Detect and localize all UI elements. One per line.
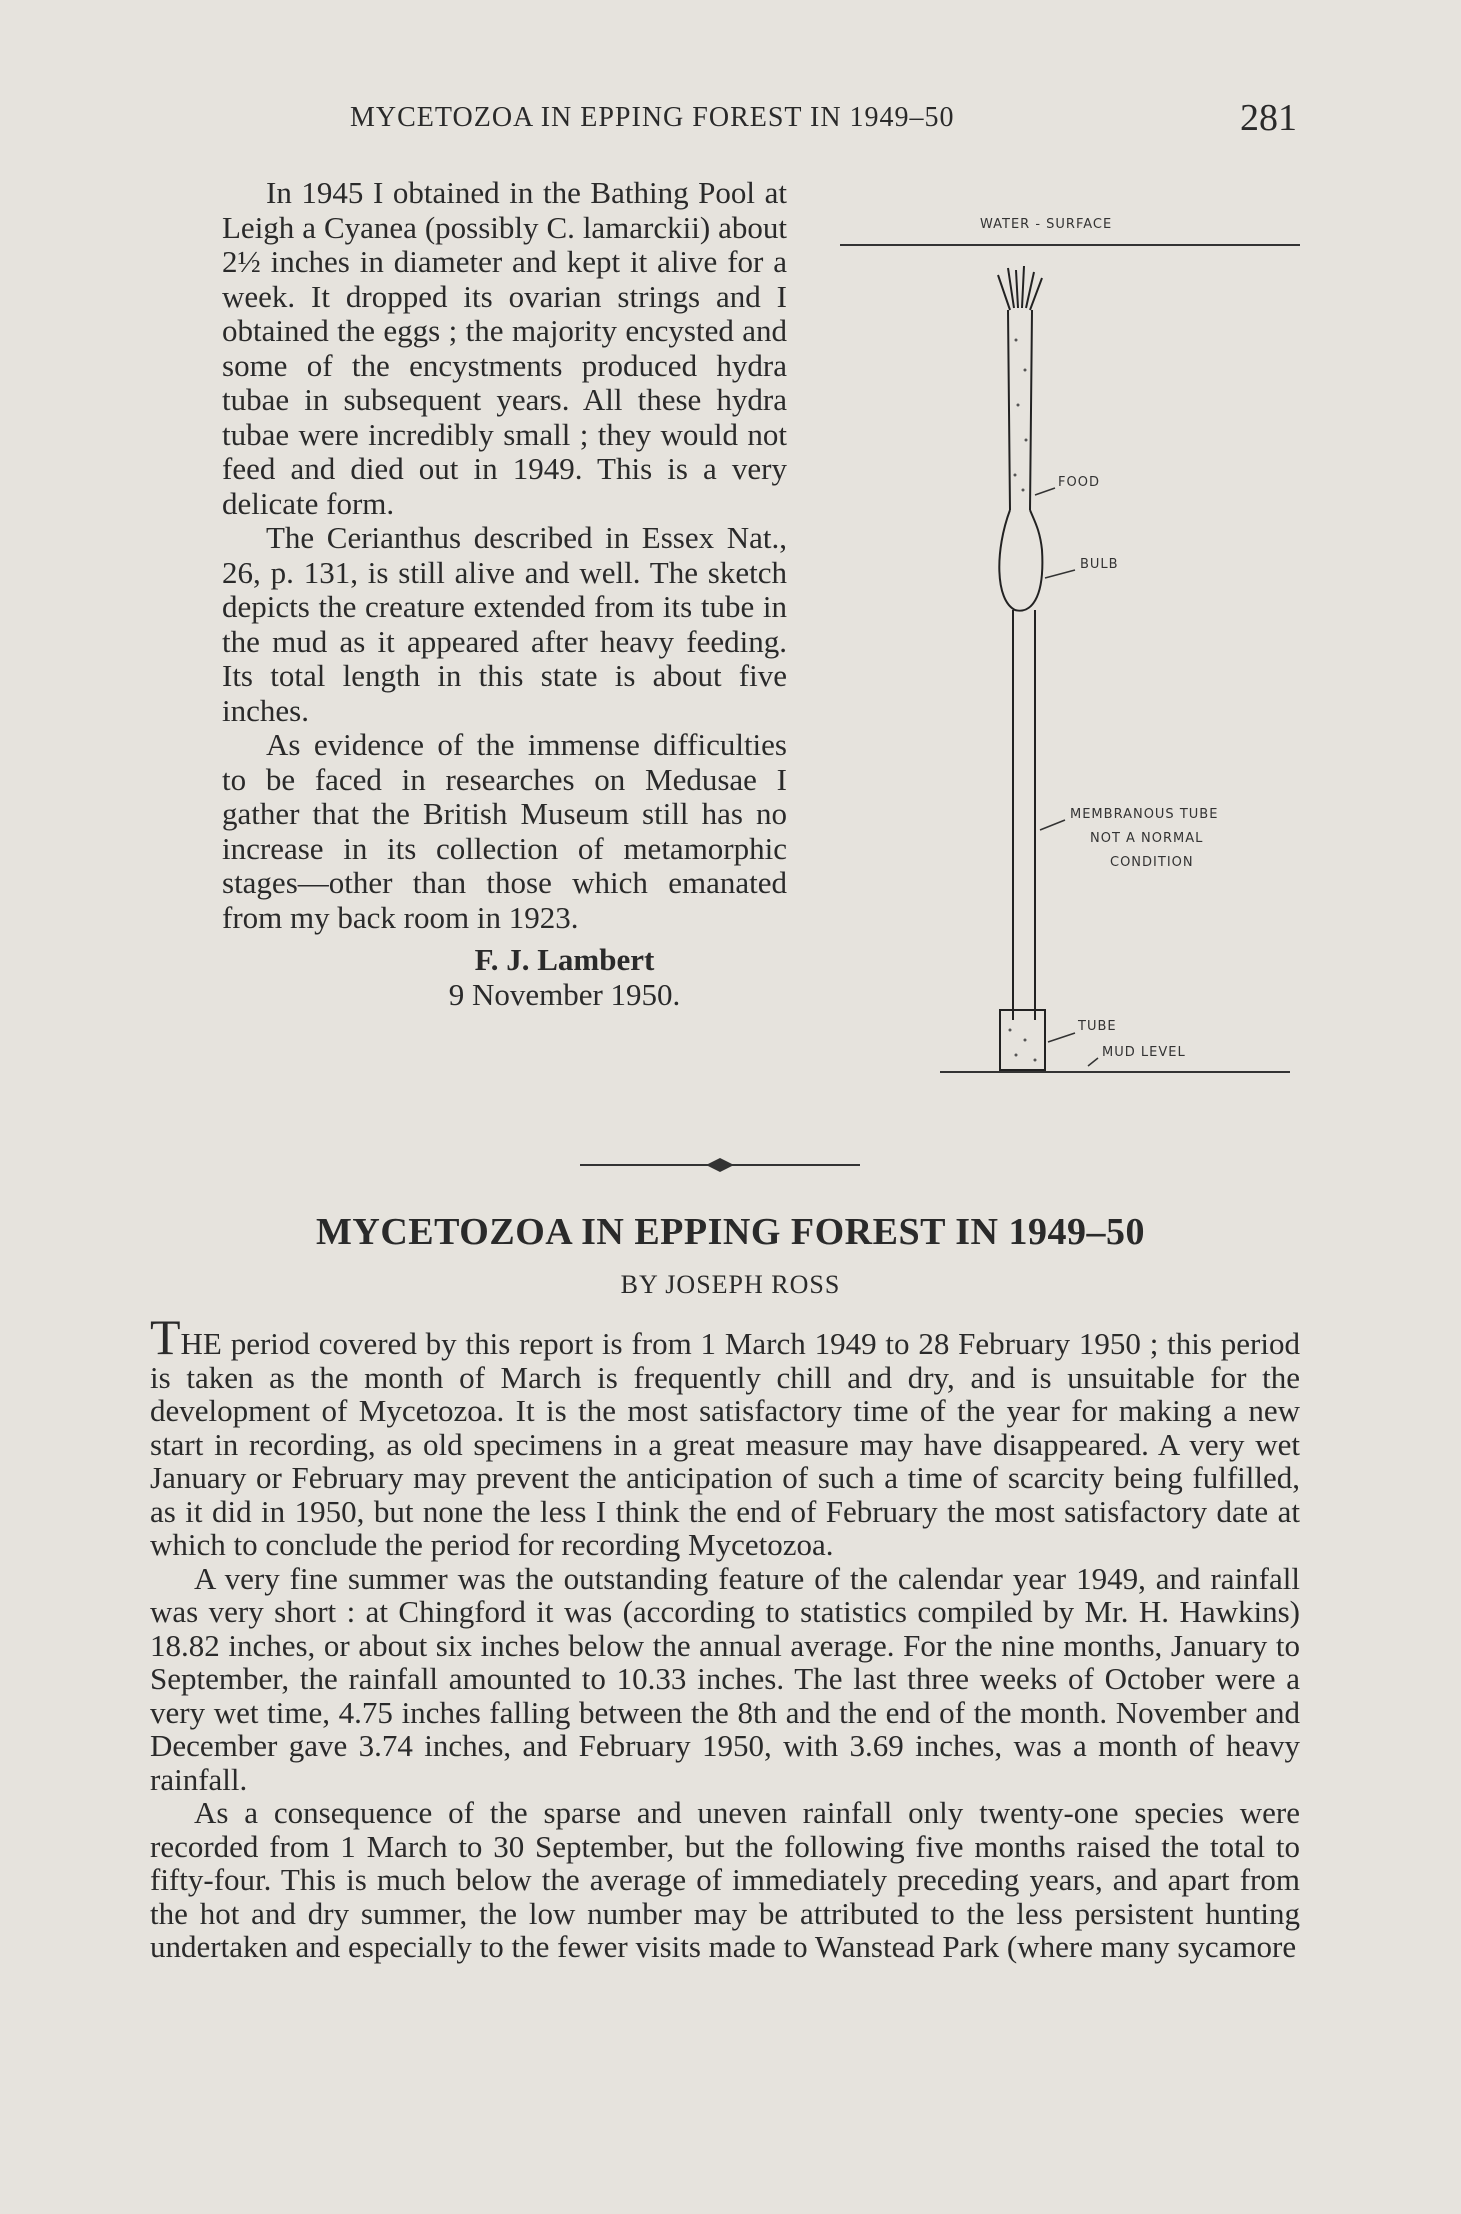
signature — [222, 943, 787, 1012]
tube-base — [1000, 1010, 1045, 1070]
article-paragraph-1-text: HE period covered by this report is from 1 March 1949 to 28 February 1950 ; this period is taken as the month of March is frequently chill and dry, and is unsuitable for the development of Mycetozoa. It is the most satisfactory time of the year for making a new start in recording, as old specimens in a great measure may have disappeared. A very wet January or February may prevent the anticipation of such a time of scarcity being fulfilled, as it did in 1950, but none the less I think the end of February the most satisfactory date at which to conclude the period for recording Mycetozoa. — [150, 1326, 1300, 1562]
left-paragraph-1: In 1945 I obtained in the Bathing Pool at Leigh a Cyanea (possibly C. lamarckii) about 2½ inches in diameter and kept it alive for a week. It dropped its ovarian strings and I obtained the eggs ; the majority encysted and some of the encystments produced hydra tubae in subsequent years. All these hydra tubae were incredibly small ; they would not feed and died out in 1949. This is a very delicate form. — [222, 175, 787, 521]
label-membranous-2: NOT A NORMAL — [1090, 831, 1204, 846]
food-region — [1008, 310, 1032, 510]
sketch-drawing — [830, 190, 1310, 1150]
left-paragraph-2: The Cerianthus described in Essex Nat., 26, p. 131, is still alive and well. The sketch depicts the creature extended from its tube in the mud as it appeared after heavy feeding. Its total length in this state is about five inches. — [222, 520, 787, 728]
cerianthus-sketch — [830, 190, 1310, 1150]
label-food: FOOD — [1058, 475, 1100, 490]
article-paragraph-2: A very fine summer was the outstanding feature of the calendar year 1949, and rainfall was very short : at Chingford it was (according to statistics compiled by Mr. H. Hawkins) 18.82 inches, or about six inches below the annual average. For the nine months, January to September, the rainfall amounted to 10.33 inches. The last three weeks of October were a very wet time, 4.75 inches falling between the 8th and the end of the month. November and December gave 3.74 inches, and February 1950, with 3.69 inches, was a month of heavy rainfall. — [150, 1560, 1300, 1797]
bulb-shape — [999, 510, 1042, 611]
signature-name: F. J. Lambert — [474, 942, 655, 977]
article-body — [150, 1309, 1300, 1964]
article-title: MYCETOZOA IN EPPING FOREST IN 1949–50 — [316, 1211, 1145, 1253]
label-bulb: BULB — [1080, 557, 1119, 572]
signature-date: 9 November 1950. — [448, 976, 681, 1012]
left-paragraph-3: As evidence of the immense difficulties to be faced in researches on Medusae I gather that the British Museum still has no increase in its collection of metamorphic stages—other than those which emanated from my back room in 1923. — [222, 727, 787, 935]
food-dots — [1014, 339, 1028, 492]
running-head: MYCETOZOA IN EPPING FOREST IN 1949–50 — [350, 102, 955, 133]
page-number: 281 — [1240, 97, 1297, 139]
left-column — [222, 176, 787, 1012]
label-membranous-1: MEMBRANOUS TUBE — [1070, 807, 1219, 822]
label-tube: TUBE — [1078, 1019, 1117, 1034]
tentacles — [998, 266, 1042, 310]
mud-dots — [1009, 1029, 1037, 1062]
article-byline: BY JOSEPH ROSS — [620, 1270, 841, 1299]
article-paragraph-1 — [150, 1309, 1300, 1562]
section-divider — [580, 1150, 860, 1180]
label-water-surface: WATER - SURFACE — [980, 217, 1113, 232]
label-membranous-3: CONDITION — [1110, 855, 1194, 870]
label-mud-level: MUD LEVEL — [1102, 1045, 1186, 1060]
membranous-tube — [1013, 610, 1035, 1020]
article-paragraph-3: As a consequence of the sparse and uneven rainfall only twenty-one species were recorded from 1 March to 30 September, but the following five months raised the total to fifty-four. This is much below the average of immediately preceding years, and apart from the hot and dry summer, the low number may be attributed to the less persistent hunting undertaken and especially to the fewer visits made to Wanstead Park (where many sycamore — [150, 1795, 1300, 1964]
dropcap: T — [150, 1309, 181, 1365]
